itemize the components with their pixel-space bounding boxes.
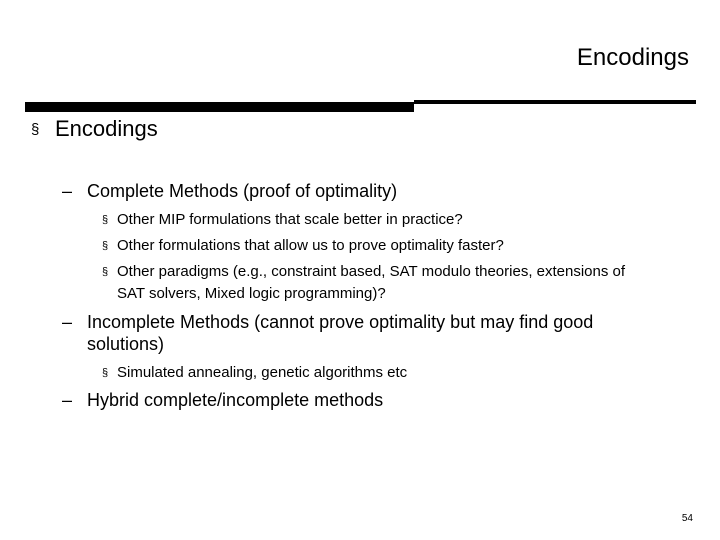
list-item (102, 362, 662, 384)
section-text: Complete Methods (proof of optimality) (87, 181, 398, 201)
dash-bullet: – (62, 312, 73, 332)
dash-bullet: – (62, 181, 73, 201)
list-item (102, 261, 640, 305)
section-text: Hybrid complete/incomplete methods (87, 390, 384, 410)
slide-title: Encodings (576, 44, 689, 71)
list-item-text: Simulated annealing, genetic algorithms etc (117, 364, 408, 381)
main-heading-text: Encodings (55, 116, 158, 141)
section-hybrid-methods (62, 389, 662, 411)
square-bullet-icon: § (102, 214, 109, 226)
list-item-text: Other paradigms (e.g., constraint based, SAT modulo theories, extensions of SAT solvers, Mixed logic programming)? (117, 263, 626, 302)
dash-bullet: – (62, 390, 73, 410)
section-incomplete-methods (62, 311, 662, 355)
square-bullet-icon: § (31, 121, 40, 138)
square-bullet-icon: § (102, 240, 109, 252)
list-item-text: Other formulations that allow us to prove optimality faster? (117, 237, 504, 254)
square-bullet-icon: § (102, 367, 109, 379)
list-item-text: Other MIP formulations that scale better in practice? (117, 211, 463, 228)
section-text: Incomplete Methods (cannot prove optimality but may find good solutions) (87, 312, 594, 354)
square-bullet-icon: § (102, 266, 109, 278)
page-number: 54 (681, 513, 693, 524)
list-item (102, 209, 662, 231)
list-item (102, 235, 662, 257)
title-rule-thin (414, 100, 696, 104)
section-complete-methods (62, 180, 482, 202)
title-rule-thick (25, 102, 414, 112)
main-heading (31, 116, 158, 143)
